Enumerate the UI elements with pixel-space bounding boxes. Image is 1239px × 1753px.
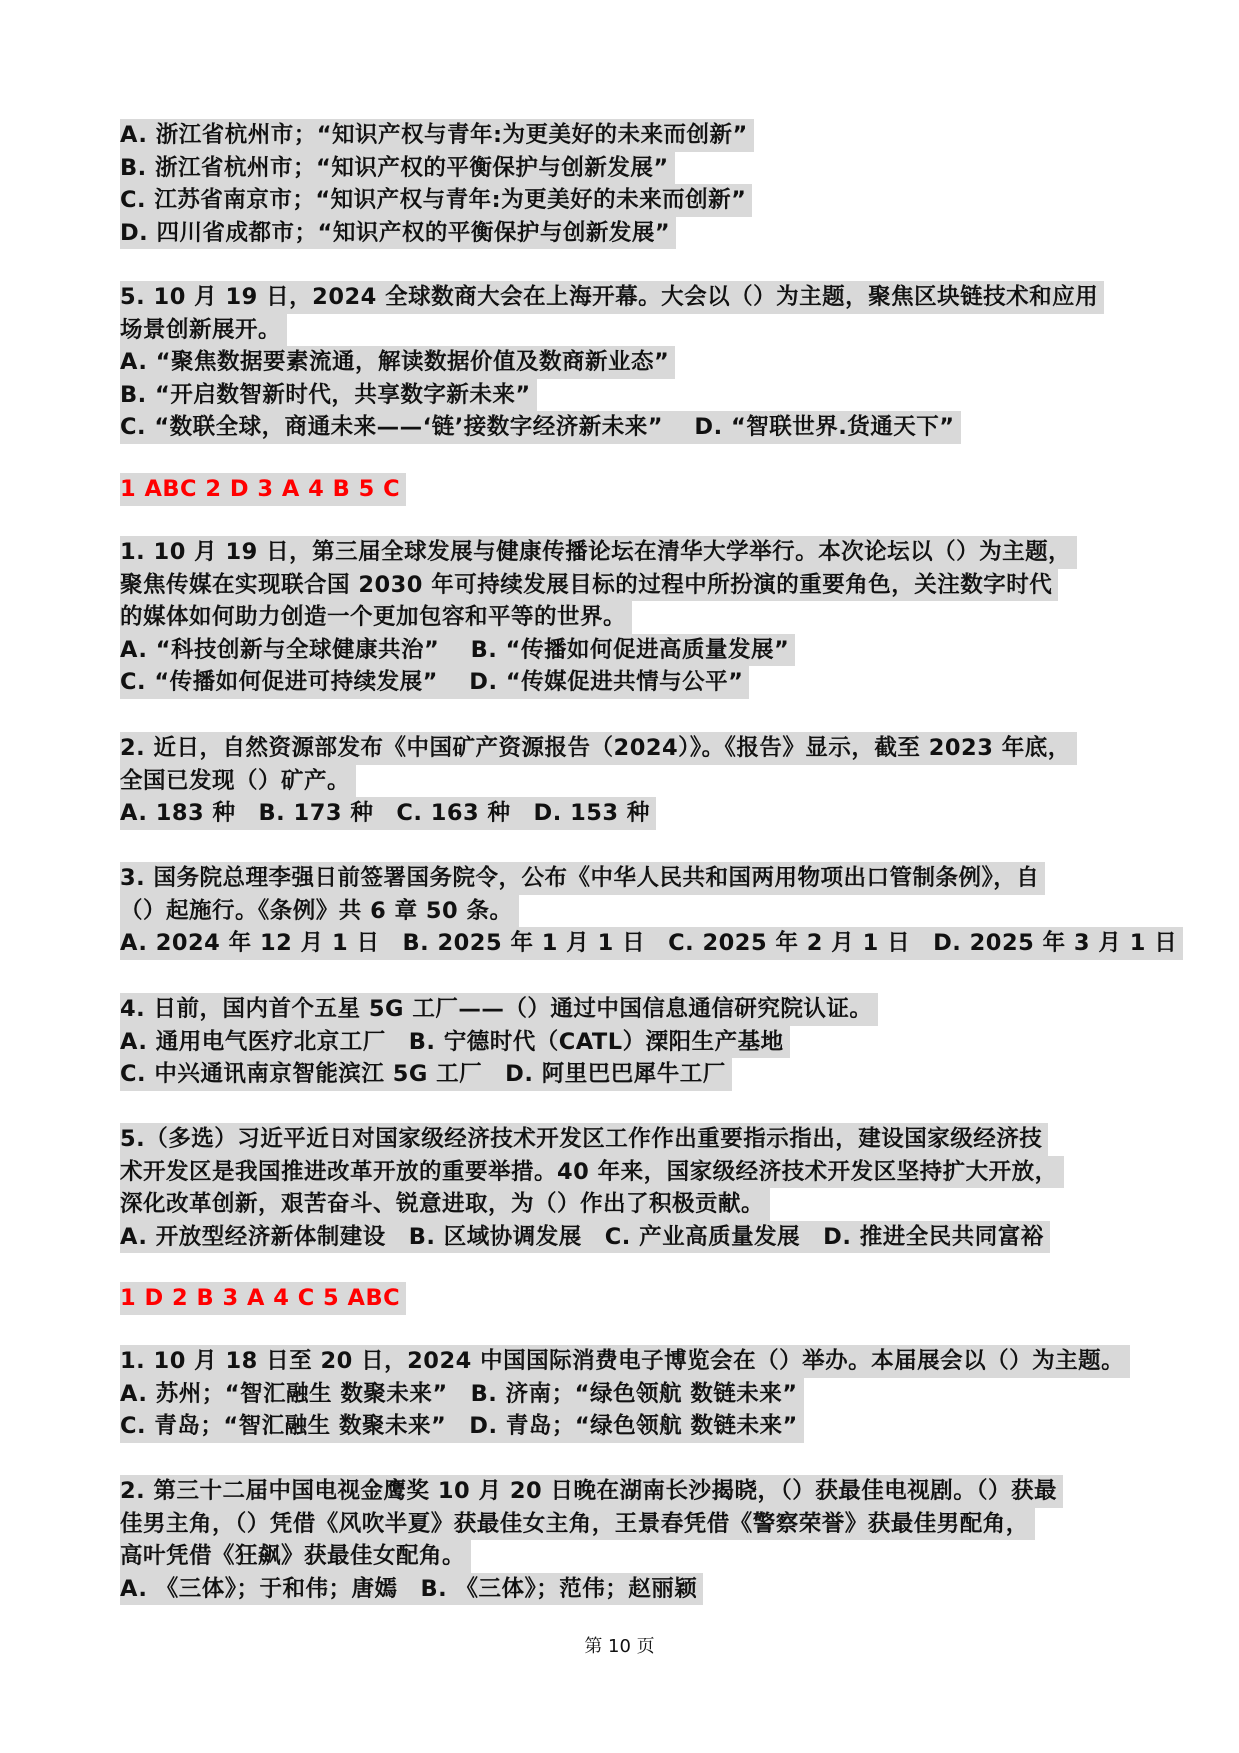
question-block xyxy=(120,1475,1063,1605)
question-block xyxy=(120,536,1077,699)
question-block xyxy=(120,1123,1064,1253)
text-line xyxy=(120,379,1104,412)
text-line xyxy=(120,184,754,217)
text-line xyxy=(120,217,754,250)
line-text: 深化改革创新，艰苦奋斗、锐意进取，为（）作出了积极贡献。 xyxy=(120,1188,770,1221)
question-block xyxy=(120,1345,1130,1443)
text-line xyxy=(120,1378,1130,1411)
line-text: B. “开启数智新时代，共享数字新未来” xyxy=(120,379,537,412)
text-line xyxy=(120,281,1104,314)
question-block xyxy=(120,732,1077,830)
answer-key xyxy=(120,473,406,506)
line-text: C. “传播如何促进可持续发展” D. “传媒促进共情与公平” xyxy=(120,666,749,699)
text-line xyxy=(120,411,1104,444)
line-text: 4. 日前，国内首个五星 5G 工厂——（）通过中国信息通信研究院认证。 xyxy=(120,993,878,1026)
text-line xyxy=(120,601,1077,634)
text-line xyxy=(120,1508,1063,1541)
answer-text: 1 ABC 2 D 3 A 4 B 5 C xyxy=(120,473,406,506)
text-line xyxy=(120,1345,1130,1378)
line-text: A. 浙江省杭州市；“知识产权与青年:为更美好的未来而创新” xyxy=(120,119,754,152)
question-block xyxy=(120,281,1104,444)
line-text: A. 《三体》；于和伟；唐嫣 B. 《三体》；范伟；赵丽颖 xyxy=(120,1573,703,1606)
text-line xyxy=(120,314,1104,347)
text-line xyxy=(120,1058,878,1091)
text-line xyxy=(120,1573,1063,1606)
line-text: B. 浙江省杭州市；“知识产权的平衡保护与创新发展” xyxy=(120,152,675,185)
text-line xyxy=(120,1540,1063,1573)
text-line xyxy=(120,1221,1064,1254)
line-text: 术开发区是我国推进改革开放的重要举措。40 年来，国家级经济技术开发区坚持扩大开放， xyxy=(120,1156,1064,1189)
text-line xyxy=(120,569,1077,602)
text-line xyxy=(120,1188,1064,1221)
text-line xyxy=(120,732,1077,765)
line-text: （）起施行。《条例》共 6 章 50 条。 xyxy=(120,895,519,928)
line-text: 全国已发现（）矿产。 xyxy=(120,765,356,798)
line-text: 的媒体如何助力创造一个更加包容和平等的世界。 xyxy=(120,601,632,634)
line-text: 5. 10 月 19 日，2024 全球数商大会在上海开幕。大会以（）为主题，聚焦区块链技术和应用 xyxy=(120,281,1104,314)
line-text: A. 开放型经济新体制建设 B. 区域协调发展 C. 产业高质量发展 D. 推进全民共同富裕 xyxy=(120,1221,1050,1254)
text-line xyxy=(120,536,1077,569)
line-text: 3. 国务院总理李强日前签署国务院令，公布《中华人民共和国两用物项出口管制条例》，自 xyxy=(120,862,1045,895)
text-line xyxy=(120,473,406,506)
line-text: A. 通用电气医疗北京工厂 B. 宁德时代（CATL）溧阳生产基地 xyxy=(120,1026,790,1059)
line-text: A. 2024 年 12 月 1 日 B. 2025 年 1 月 1 日 C. 2025 年 2 月 1 日 D. 2025 年 3 月 1 日 xyxy=(120,927,1183,960)
text-line xyxy=(120,119,754,152)
line-text: 1. 10 月 19 日，第三届全球发展与健康传播论坛在清华大学举行。本次论坛以（）为主题， xyxy=(120,536,1077,569)
text-line xyxy=(120,666,1077,699)
line-text: 1. 10 月 18 日至 20 日，2024 中国国际消费电子博览会在（）举办。本届展会以（）为主题。 xyxy=(120,1345,1130,1378)
line-text: A. 183 种 B. 173 种 C. 163 种 D. 153 种 xyxy=(120,797,656,830)
answer-key xyxy=(120,1282,406,1315)
question-block xyxy=(120,862,1183,960)
text-line xyxy=(120,1282,406,1315)
line-text: 佳男主角，（）凭借《风吹半夏》获最佳女主角，王景春凭借《警察荣誉》获最佳男配角， xyxy=(120,1508,1035,1541)
text-line xyxy=(120,634,1077,667)
text-line xyxy=(120,152,754,185)
line-text: C. 青岛；“智汇融生 数聚未来” D. 青岛；“绿色领航 数链未来” xyxy=(120,1410,804,1443)
line-text: 场景创新展开。 xyxy=(120,314,287,347)
line-text: 高叶凭借《狂飙》获最佳女配角。 xyxy=(120,1540,471,1573)
text-line xyxy=(120,993,878,1026)
line-text: 5.（多选）习近平近日对国家级经济技术开发区工作作出重要指示指出，建设国家级经济技 xyxy=(120,1123,1048,1156)
text-line xyxy=(120,346,1104,379)
line-text: 2. 第三十二届中国电视金鹰奖 10 月 20 日晚在湖南长沙揭晓，（）获最佳电视剧。（）获最 xyxy=(120,1475,1063,1508)
question-block xyxy=(120,993,878,1091)
text-line xyxy=(120,797,1077,830)
line-text: A. “聚焦数据要素流通，解读数据价值及数商新业态” xyxy=(120,346,675,379)
text-line xyxy=(120,895,1183,928)
text-line xyxy=(120,1410,1130,1443)
line-text: A. “科技创新与全球健康共治” B. “传播如何促进高质量发展” xyxy=(120,634,795,667)
question-block xyxy=(120,119,754,249)
line-text: D. 四川省成都市；“知识产权的平衡保护与创新发展” xyxy=(120,217,676,250)
line-text: C. 中兴通讯南京智能滨江 5G 工厂 D. 阿里巴巴犀牛工厂 xyxy=(120,1058,732,1091)
text-line xyxy=(120,1475,1063,1508)
page-number: 第 10 页 xyxy=(584,1636,655,1657)
text-line xyxy=(120,765,1077,798)
text-line xyxy=(120,1156,1064,1189)
text-line xyxy=(120,862,1183,895)
line-text: A. 苏州；“智汇融生 数聚未来” B. 济南；“绿色领航 数链未来” xyxy=(120,1378,804,1411)
line-text: 聚焦传媒在实现联合国 2030 年可持续发展目标的过程中所扮演的重要角色，关注数字时代 xyxy=(120,569,1058,602)
text-line xyxy=(120,1026,878,1059)
line-text: C. 江苏省南京市；“知识产权与青年:为更美好的未来而创新” xyxy=(120,184,752,217)
line-text: 2. 近日，自然资源部发布《中国矿产资源报告（2024）》。《报告》显示，截至 2023 年底， xyxy=(120,732,1077,765)
answer-text: 1 D 2 B 3 A 4 C 5 ABC xyxy=(120,1282,406,1315)
text-line xyxy=(120,1123,1064,1156)
line-text: C. “数联全球，商通未来——‘链’接数字经济新未来” D. “智联世界.货通天下” xyxy=(120,411,961,444)
text-line xyxy=(120,927,1183,960)
